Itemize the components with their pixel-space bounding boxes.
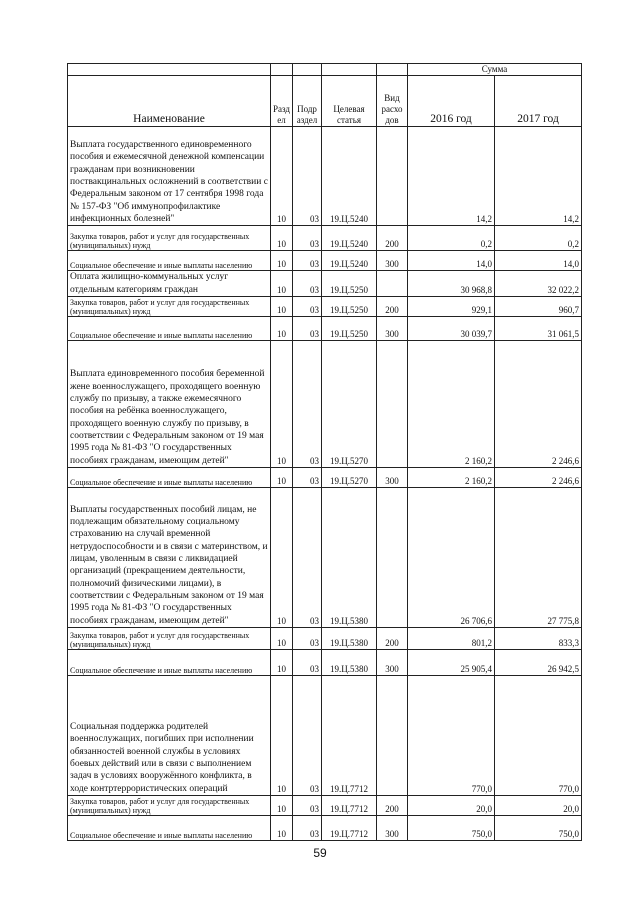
cell-podrazdel: 03 [293, 251, 322, 271]
cell-target: 19.Ц.7712 [322, 815, 377, 840]
cell-target: 19.Ц.5270 [322, 340, 377, 467]
cell-year-2016: 30 039,7 [408, 316, 495, 340]
cell-name: Выплата государственного единовременного пособия и ежемесячной денежной компенсации гражданам при возникновении поствакцинальных осложнений в соответствии с Федеральным законом от 17 сентября 1998 года № 157-ФЗ "Об иммунопрофилактике инфекционных болезней" [68, 127, 271, 226]
cell-target: 19.Ц.5250 [322, 271, 377, 297]
budget-table [67, 63, 582, 841]
cell-expense-type: 200 [377, 795, 408, 815]
cell-podrazdel: 03 [293, 649, 322, 675]
cell-name: Закупка товаров, работ и услуг для государственных (муниципальных) нужд [68, 296, 271, 316]
header-year-2017: 2017 год [495, 76, 582, 127]
cell-razdel: 10 [271, 226, 293, 251]
cell-name: Закупка товаров, работ и услуг для государственных (муниципальных) нужд [68, 627, 271, 649]
cell-target: 19.Ц.5240 [322, 251, 377, 271]
cell-razdel: 10 [271, 467, 293, 487]
cell-year-2017: 27 775,8 [495, 487, 582, 627]
cell-year-2016: 0,2 [408, 226, 495, 251]
cell-year-2017: 14,0 [495, 251, 582, 271]
cell-podrazdel: 03 [293, 316, 322, 340]
cell-year-2017: 770,0 [495, 675, 582, 795]
cell-razdel: 10 [271, 340, 293, 467]
cell-target: 19.Ц.5270 [322, 467, 377, 487]
cell-podrazdel: 03 [293, 815, 322, 840]
table-row [68, 271, 582, 297]
cell-year-2017: 960,7 [495, 296, 582, 316]
cell-podrazdel: 03 [293, 487, 322, 627]
cell-expense-type [377, 127, 408, 226]
table-row [68, 795, 582, 815]
cell-name: Выплаты государственных пособий лицам, не подлежащим обязательному социальному страхованию на случай временной нетрудоспособности и в связи с материнством, и лицам, уволенным в связи с ликвидацией организаций (прекращением деятельности, полномочий физическими лицами), в соответствии с Федеральным законом от 19 мая 1995 года № 81-ФЗ "О государственных пособиях гражданам, имеющим детей" [68, 487, 271, 627]
header-expense-type: Вид расхо дов [377, 76, 408, 127]
cell-expense-type: 300 [377, 815, 408, 840]
table-row [68, 627, 582, 649]
cell-razdel: 10 [271, 649, 293, 675]
header-podrazdel: Подр аздел [293, 76, 322, 127]
cell-expense-type [377, 675, 408, 795]
cell-year-2017: 20,0 [495, 795, 582, 815]
cell-name: Социальное обеспечение и иные выплаты населению [68, 649, 271, 675]
cell-razdel: 10 [271, 316, 293, 340]
table-row [68, 127, 582, 226]
cell-year-2017: 31 061,5 [495, 316, 582, 340]
table-body [68, 64, 582, 841]
cell-expense-type: 200 [377, 296, 408, 316]
cell-expense-type: 300 [377, 467, 408, 487]
cell-razdel: 10 [271, 127, 293, 226]
cell-year-2017: 2 246,6 [495, 467, 582, 487]
header-row-main [68, 76, 582, 127]
table-row [68, 226, 582, 251]
header-name: Наименование [68, 76, 271, 127]
cell-year-2017: 833,3 [495, 627, 582, 649]
cell-year-2016: 20,0 [408, 795, 495, 815]
cell-target: 19.Ц.5250 [322, 316, 377, 340]
cell-year-2016: 2 160,2 [408, 340, 495, 467]
cell-year-2016: 25 905,4 [408, 649, 495, 675]
cell-podrazdel: 03 [293, 795, 322, 815]
cell-razdel: 10 [271, 251, 293, 271]
cell-name: Социальное обеспечение и иные выплаты населению [68, 815, 271, 840]
cell-year-2017: 32 022,2 [495, 271, 582, 297]
header-razdel: Разд ел [271, 76, 293, 127]
cell-podrazdel: 03 [293, 627, 322, 649]
cell-expense-type: 300 [377, 251, 408, 271]
cell-target: 19.Ц.5240 [322, 127, 377, 226]
cell-year-2017: 0,2 [495, 226, 582, 251]
table-row [68, 675, 582, 795]
cell-target: 19.Ц.5380 [322, 649, 377, 675]
cell-target: 19.Ц.5240 [322, 226, 377, 251]
table-row [68, 649, 582, 675]
cell-year-2017: 750,0 [495, 815, 582, 840]
cell-expense-type: 200 [377, 226, 408, 251]
cell-name: Социальное обеспечение и иные выплаты населению [68, 467, 271, 487]
cell-razdel: 10 [271, 815, 293, 840]
cell-podrazdel: 03 [293, 675, 322, 795]
cell-expense-type: 200 [377, 627, 408, 649]
cell-name: Закупка товаров, работ и услуг для государственных (муниципальных) нужд [68, 226, 271, 251]
table-row [68, 487, 582, 627]
cell-razdel: 10 [271, 627, 293, 649]
header-year-2016: 2016 год [408, 76, 495, 127]
cell-podrazdel: 03 [293, 271, 322, 297]
cell-target: 19.Ц.5380 [322, 627, 377, 649]
table-row [68, 251, 582, 271]
cell-year-2016: 14,2 [408, 127, 495, 226]
cell-year-2016: 30 968,8 [408, 271, 495, 297]
cell-razdel: 10 [271, 271, 293, 297]
cell-expense-type [377, 487, 408, 627]
cell-name: Социальное обеспечение и иные выплаты населению [68, 251, 271, 271]
cell-year-2017: 26 942,5 [495, 649, 582, 675]
cell-podrazdel: 03 [293, 467, 322, 487]
header-row-top [68, 64, 582, 76]
cell-year-2016: 26 706,6 [408, 487, 495, 627]
cell-year-2016: 14,0 [408, 251, 495, 271]
cell-expense-type [377, 271, 408, 297]
table-row [68, 815, 582, 840]
cell-expense-type: 300 [377, 316, 408, 340]
cell-year-2017: 2 246,6 [495, 340, 582, 467]
cell-name: Социальное обеспечение и иные выплаты населению [68, 316, 271, 340]
header-target: Целевая статья [322, 76, 377, 127]
table-row [68, 340, 582, 467]
page-number: 59 [313, 846, 327, 860]
cell-razdel: 10 [271, 487, 293, 627]
cell-expense-type [377, 340, 408, 467]
cell-year-2016: 2 160,2 [408, 467, 495, 487]
cell-year-2017: 14,2 [495, 127, 582, 226]
cell-podrazdel: 03 [293, 340, 322, 467]
cell-year-2016: 750,0 [408, 815, 495, 840]
table-row [68, 467, 582, 487]
cell-name: Социальная поддержка родителей военнослужащих, погибших при исполнении обязанностей военной службы в условиях боевых действий или в связи с выполнением задач в условиях вооружённого конфликта, в ходе контртеррористических операций [68, 675, 271, 795]
cell-year-2016: 770,0 [408, 675, 495, 795]
header-sum: Сумма [408, 64, 582, 76]
cell-podrazdel: 03 [293, 226, 322, 251]
cell-name: Закупка товаров, работ и услуг для государственных (муниципальных) нужд [68, 795, 271, 815]
table-row [68, 316, 582, 340]
cell-name: Выплата единовременного пособия беременной жене военнослужащего, проходящего военную службу по призыву, а также ежемесячного пособия на ребёнка военнослужащего, проходящего военную службу по призыву, в соответствии с Федеральным законом от 19 мая 1995 года № 81-ФЗ "О государственных пособиях гражданам, имеющим детей" [68, 340, 271, 467]
cell-target: 19.Ц.5250 [322, 296, 377, 316]
cell-target: 19.Ц.7712 [322, 675, 377, 795]
cell-expense-type: 300 [377, 649, 408, 675]
cell-target: 19.Ц.7712 [322, 795, 377, 815]
cell-razdel: 10 [271, 296, 293, 316]
cell-razdel: 10 [271, 795, 293, 815]
cell-podrazdel: 03 [293, 127, 322, 226]
table-row [68, 296, 582, 316]
cell-year-2016: 929,1 [408, 296, 495, 316]
cell-name: Оплата жилищно-коммунальных услуг отдельным категориям граждан [68, 271, 271, 297]
cell-year-2016: 801,2 [408, 627, 495, 649]
cell-target: 19.Ц.5380 [322, 487, 377, 627]
cell-podrazdel: 03 [293, 296, 322, 316]
cell-razdel: 10 [271, 675, 293, 795]
